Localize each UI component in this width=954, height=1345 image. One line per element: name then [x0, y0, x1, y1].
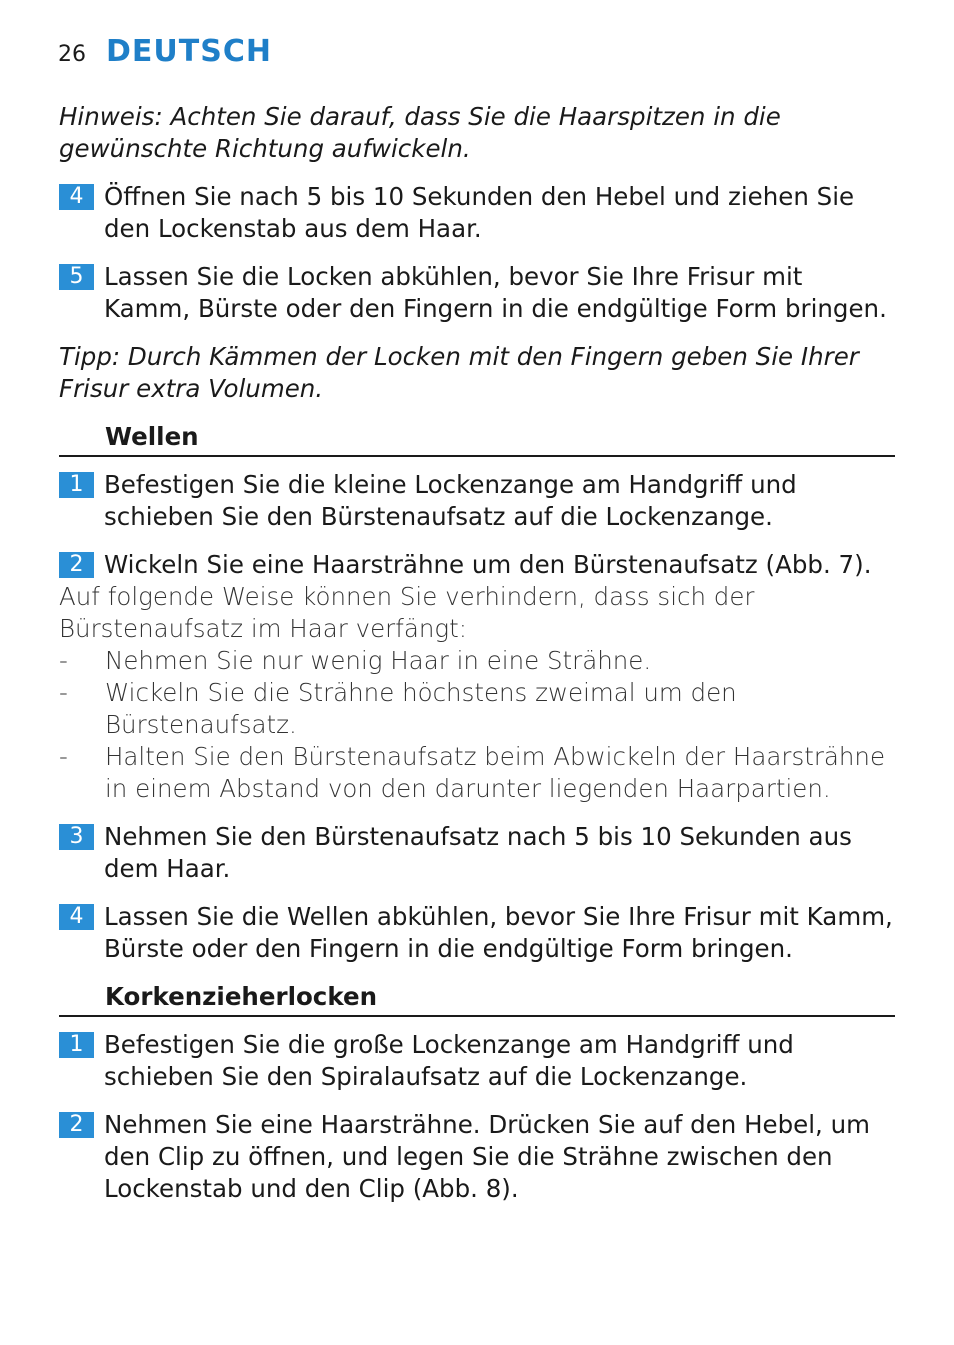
step-item — [59, 901, 895, 965]
list-item — [59, 645, 895, 677]
language-heading: DEUTSCH — [106, 34, 272, 69]
tip-note: Tipp: Durch Kämmen der Locken mit den Fingern geben Sie Ihrer Frisur extra Volumen. — [59, 342, 859, 403]
step-text: Befestigen Sie die kleine Lockenzange am Handgriff und schieben Sie den Bürstenaufsatz auf die Lockenzange. — [104, 470, 797, 531]
step-text: Wickeln Sie eine Haarsträhne um den Bürstenaufsatz (Abb. 7). — [104, 550, 872, 579]
step-number-badge: 2 — [59, 1112, 94, 1138]
step-item — [59, 181, 895, 245]
step-item — [59, 1109, 895, 1205]
step-item — [59, 1029, 895, 1093]
step-item — [59, 469, 895, 533]
info-text: Auf folgende Weise können Sie verhindern, dass sich der Bürstenaufsatz im Haar verfängt: — [59, 582, 755, 643]
list-item-text: Nehmen Sie nur wenig Haar in eine Strähne. — [105, 646, 652, 675]
step-item — [59, 821, 895, 885]
list-item — [59, 741, 895, 805]
step-text: Öffnen Sie nach 5 bis 10 Sekunden den Hebel und ziehen Sie den Lockenstab aus dem Haar. — [104, 182, 855, 243]
step-number-badge: 4 — [59, 904, 94, 930]
dash-marker: - — [59, 742, 68, 771]
section-title: Wellen — [59, 421, 895, 457]
section-title: Korkenzieherlocken — [59, 981, 895, 1017]
hint-note: Hinweis: Achten Sie darauf, dass Sie die Haarspitzen in die gewünschte Richtung aufwickeln. — [59, 102, 781, 163]
step-number-badge: 1 — [59, 1032, 94, 1058]
step-number-badge: 1 — [59, 472, 94, 498]
section-korkenzieherlocken — [59, 981, 895, 1205]
section-wellen — [59, 421, 895, 965]
step-number-badge: 5 — [59, 264, 94, 290]
dash-marker: - — [59, 646, 68, 675]
step-text: Nehmen Sie den Bürstenaufsatz nach 5 bis 10 Sekunden aus dem Haar. — [104, 822, 852, 883]
page-number: 26 — [58, 42, 86, 67]
step-number-badge: 2 — [59, 552, 94, 578]
step-text: Befestigen Sie die große Lockenzange am Handgriff und schieben Sie den Spiralaufsatz auf die Lockenzange. — [104, 1030, 794, 1091]
step-number-badge: 4 — [59, 184, 94, 210]
step-text: Lassen Sie die Locken abkühlen, bevor Sie Ihre Frisur mit Kamm, Bürste oder den Fingern in die endgültige Form bringen. — [104, 262, 887, 323]
bullet-list — [59, 645, 895, 805]
step-number-badge: 3 — [59, 824, 94, 850]
list-item — [59, 677, 895, 741]
page-content — [59, 101, 895, 1221]
step-item — [59, 549, 895, 581]
step-text: Nehmen Sie eine Haarsträhne. Drücken Sie auf den Hebel, um den Clip zu öffnen, und legen Sie die Strähne zwischen den Lockenstab und den Clip (Abb. 8). — [104, 1110, 871, 1203]
list-item-text: Halten Sie den Bürstenaufsatz beim Abwickeln der Haarsträhne in einem Abstand von den darunter liegenden Haarpartien. — [105, 742, 886, 803]
page-header — [58, 34, 272, 74]
list-item-text: Wickeln Sie die Strähne höchstens zweimal um den Bürstenaufsatz. — [105, 678, 737, 739]
dash-marker: - — [59, 678, 68, 707]
step-text: Lassen Sie die Wellen abkühlen, bevor Sie Ihre Frisur mit Kamm, Bürste oder den Fingern in die endgültige Form bringen. — [104, 902, 893, 963]
step-item — [59, 261, 895, 325]
